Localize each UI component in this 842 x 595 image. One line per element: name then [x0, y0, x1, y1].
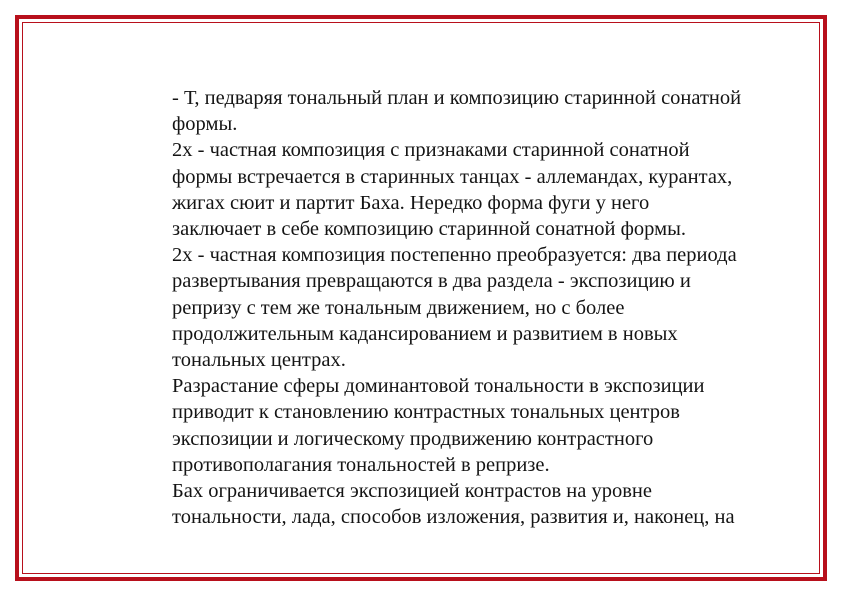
text-line: 2х - частная композиция с признаками старинной сонатной — [172, 139, 690, 162]
text-line: противополагания тональностей в репризе. — [172, 453, 550, 476]
text-line: формы. — [172, 113, 238, 136]
text-line: - Т, педваряя тональный план и композицию старинной сонатной — [172, 87, 742, 109]
text-line: 2х - частная композиция постепенно преобразуется: два периода — [172, 244, 737, 267]
text-line: развертывания превращаются в два раздела - экспозицию и — [172, 270, 691, 293]
text-line: экспозиции и логическому продвижению контрастного — [172, 427, 654, 450]
text-line: тональных центрах. — [172, 349, 346, 372]
text-line: заключает в себе композицию старинной сонатной формы. — [172, 218, 686, 241]
text-line: приводит к становлению контрастных тональных центров — [172, 401, 680, 424]
text-line: Бах ограничивается экспозицией контрастов на уровне — [172, 480, 652, 503]
text-line: тональности, лада, способов изложения, развития и, наконец, на — [172, 506, 735, 529]
text-line: жигах сюит и партит Баха. Нередко форма фуги у него — [172, 191, 650, 214]
body-text — [172, 85, 792, 530]
text-line: Разрастание сферы доминантовой тональности в экспозиции — [172, 375, 705, 398]
text-line: репризу с тем же тональным движением, но с более — [172, 296, 625, 319]
text-line: формы встречается в старинных танцах - аллемандах, курантах, — [172, 165, 733, 188]
text-line: продолжительным кадансированием и развитием в новых — [172, 322, 678, 345]
